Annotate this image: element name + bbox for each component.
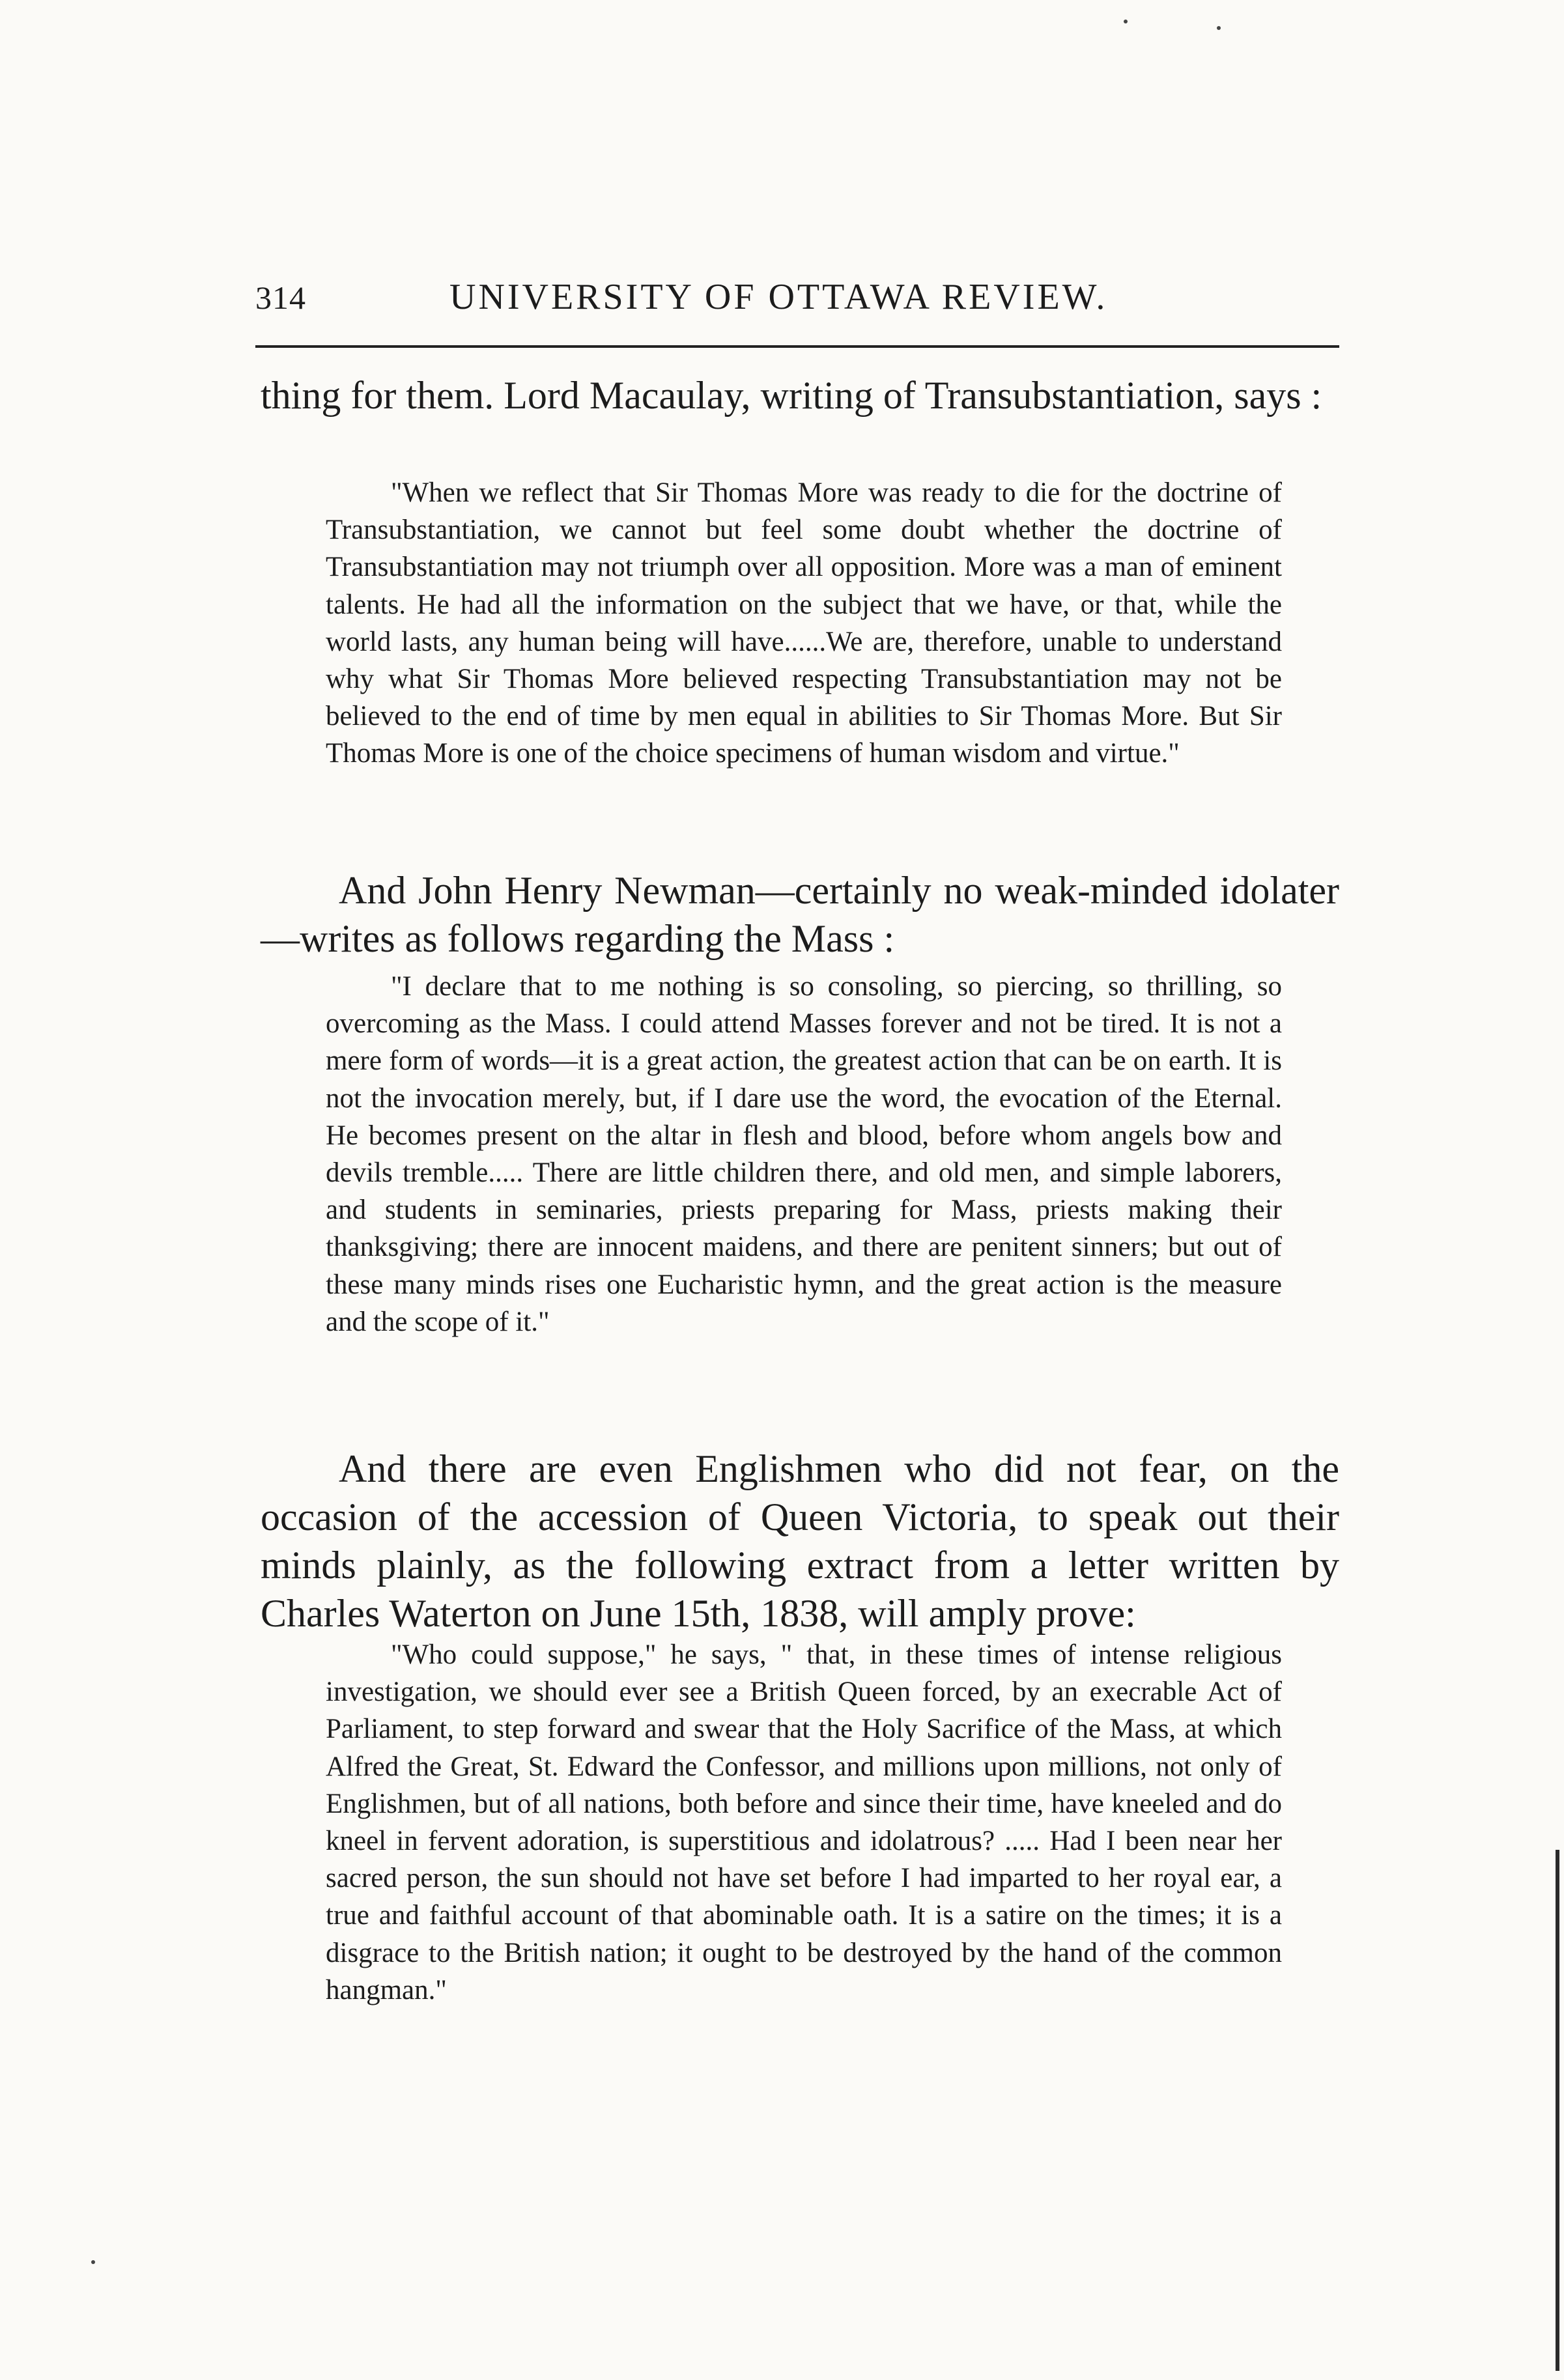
scan-speck: [1124, 20, 1128, 23]
block-quote-newman: "I declare that to me nothing is so consoling, so piercing, so thrilling, so overcoming as the Mass. I could attend Masses forever and not be tired. It is not a mere form of words—it is a great action, the greatest action that can be on earth. It is not the invocation merely, but, if I dare use the word, the evocation of the Eternal. He becomes present on the altar in flesh and blood, before whom angels bow and devils tremble..... There are little children there, and old men, and simple laborers, and students in seminaries, priests preparing for Mass, priests making their thanksgiving; there are innocent maidens, and there are penitent sinners; but out of these many minds rises one Eucharistic hymn, and the great action is the measure and the scope of it.": [326, 971, 1282, 1337]
scan-speck: [91, 2260, 95, 2264]
block-quote-waterton: "Who could suppose," he says, " that, in these times of intense religious investigation, we should ever see a British Queen forced, by an execrable Act of Parliament, to step forward and swear that the Holy Sacrifice of the Mass, at which Alfred the Great, St. Edward the Confessor, and millions upon millions, not only of Englishmen, but of all nations, both before and since their time, have kneeled and do kneel in fervent adoration, is superstitious and idolatrous? ..... Had I been near her sacred person, the sun should not have set before I had imparted to her royal ear, a true and faithful account of that abominable oath. It is a satire on the times; it is a disgrace to the British nation; it ought to be destroyed by the hand of the common hangman.": [326, 1639, 1282, 2005]
body-paragraph: And there are even Englishmen who did not fear, on the occasion of the accession of Queen Victoria, to speak out their minds plainly, as the following extract from a letter written by Charles Waterton on June 15th, 1838, will amply prove:: [261, 1447, 1339, 1635]
running-head: UNIVERSITY OF OTTAWA REVIEW.: [449, 277, 1108, 317]
body-paragraph: thing for them. Lord Macaulay, writing of Transubstantiation, says :: [261, 374, 1322, 417]
header-rule: [255, 345, 1339, 348]
scan-speck: [1217, 26, 1221, 30]
block-quote-macaulay: "When we reflect that Sir Thomas More was ready to die for the doctrine of Transubstantiation, we cannot but feel some doubt whether the doctrine of Transubstantiation may not triumph over all opposition. More was a man of eminent talents. He had all the information on the subject that we have, or that, while the world lasts, any human being will have......We are, therefore, unable to understand why what Sir Thomas More believed respecting Transubstantiation may not be believed to the end of time by men equal in abilities to Sir Thomas More. But Sir Thomas More is one of the choice specimens of human wisdom and virtue.": [326, 477, 1282, 769]
page-number: 314: [255, 279, 306, 316]
scan-margin-mark: [1556, 1850, 1559, 2371]
body-paragraph: And John Henry Newman—certainly no weak-minded idolater—writes as follows regarding the Mass :: [261, 869, 1339, 960]
